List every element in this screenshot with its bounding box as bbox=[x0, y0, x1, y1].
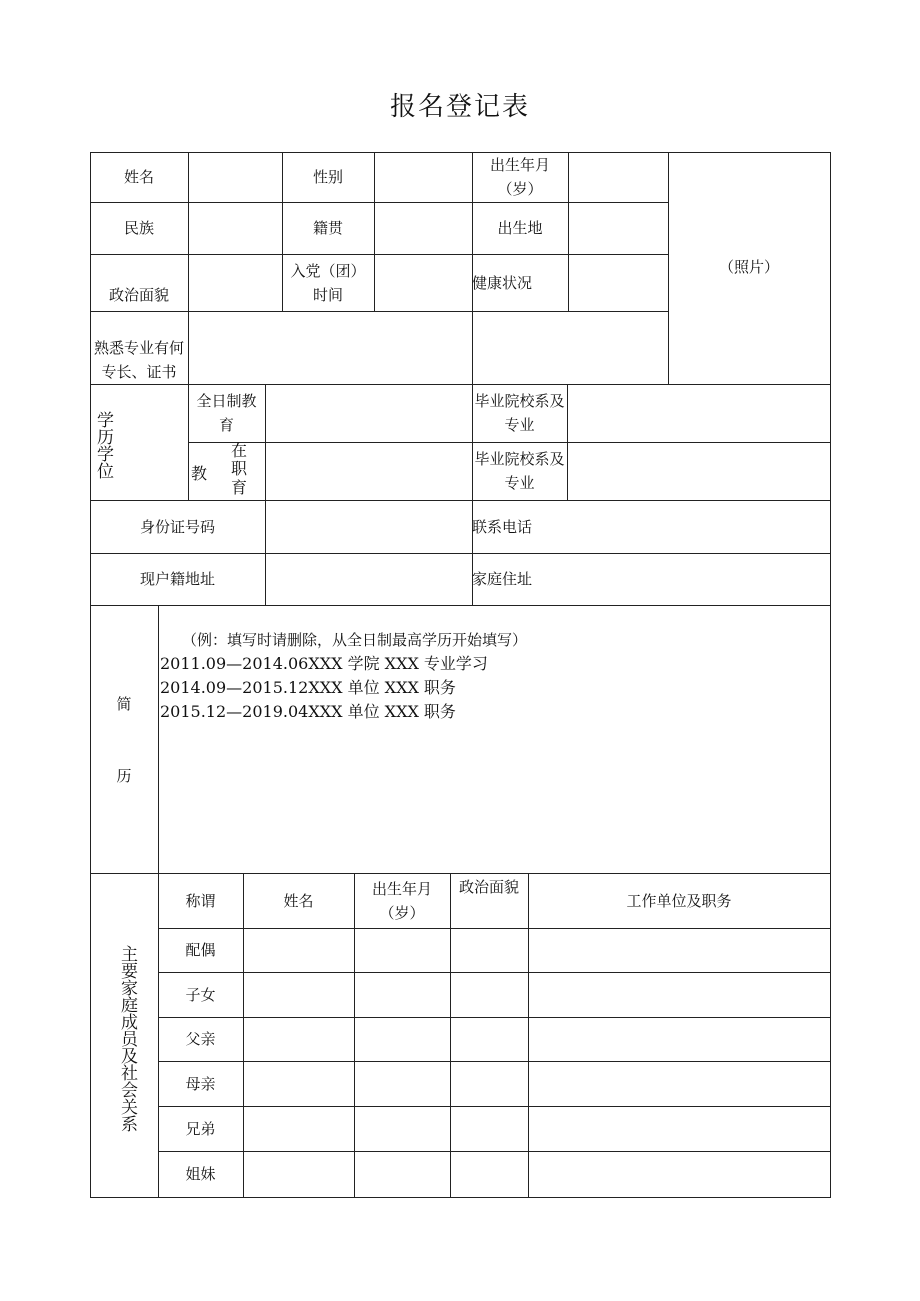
health-label: 健康状况 bbox=[472, 273, 533, 292]
family-relation-cell: 配偶 bbox=[185, 941, 216, 959]
political-status-field[interactable] bbox=[188, 254, 282, 311]
family-group-label: 主要家庭成员及社会关系 bbox=[117, 944, 137, 1132]
row-line bbox=[158, 928, 830, 929]
hukou-address-field[interactable] bbox=[265, 553, 472, 605]
family-header-name: 姓名 bbox=[283, 891, 314, 910]
family-header-relation: 称谓 bbox=[185, 891, 216, 910]
family-header-work: 工作单位及职务 bbox=[626, 891, 732, 910]
native-place-label: 籍贯 bbox=[312, 219, 343, 237]
row-line bbox=[158, 1151, 830, 1152]
birth-label: 出生年月 （岁） bbox=[489, 156, 550, 198]
family-relation-cell: 父亲 bbox=[185, 1030, 216, 1048]
hukou-address-label: 现户籍地址 bbox=[139, 570, 215, 588]
home-address-field[interactable] bbox=[567, 553, 830, 605]
resume-line: 2011.09—2014.06XXX 学院 XXX 专业学习 bbox=[160, 654, 488, 673]
birthplace-label: 出生地 bbox=[497, 219, 543, 237]
photo-label: （照片） bbox=[718, 258, 779, 276]
gender-label: 性别 bbox=[312, 168, 343, 186]
table-border-bottom bbox=[90, 1197, 831, 1198]
inservice-education-field[interactable] bbox=[265, 442, 472, 500]
health-field[interactable] bbox=[568, 254, 668, 311]
fulltime-education-label: 全日制教 育 bbox=[196, 392, 257, 434]
id-number-field[interactable] bbox=[265, 500, 472, 553]
row-line bbox=[90, 605, 830, 606]
home-address-label: 家庭住址 bbox=[472, 570, 533, 588]
family-relation-cell: 姐妹 bbox=[185, 1165, 216, 1183]
gender-field[interactable] bbox=[374, 152, 472, 202]
ethnic-field[interactable] bbox=[188, 202, 282, 254]
family-relation-cell: 母亲 bbox=[185, 1074, 216, 1093]
family-relation-cell: 兄弟 bbox=[185, 1119, 216, 1138]
photo-box[interactable] bbox=[668, 152, 830, 384]
id-number-label: 身份证号码 bbox=[139, 517, 215, 536]
fulltime-school-major-label: 毕业院校系及 专业 bbox=[474, 392, 565, 434]
row-line bbox=[158, 1061, 830, 1062]
name-label: 姓名 bbox=[123, 168, 154, 186]
registration-form-table bbox=[90, 152, 830, 1198]
party-join-time-field[interactable] bbox=[374, 254, 472, 311]
native-place-field[interactable] bbox=[374, 202, 472, 254]
family-relation-cell: 子女 bbox=[185, 985, 216, 1004]
resume-label-1: 简 bbox=[116, 695, 132, 713]
inservice-school-major-field[interactable] bbox=[567, 442, 830, 500]
row-line bbox=[158, 1017, 830, 1018]
phone-field[interactable] bbox=[567, 500, 830, 553]
education-group-label: 学历学位 bbox=[93, 411, 113, 479]
family-header-birth: 出生年月 （岁） bbox=[371, 879, 432, 922]
specialty-field[interactable] bbox=[188, 311, 668, 384]
resume-label-2: 历 bbox=[116, 767, 132, 785]
birthplace-field[interactable] bbox=[568, 202, 668, 254]
page-title: 报名登记表 bbox=[389, 92, 530, 122]
inservice-school-major-label: 毕业院校系及 专业 bbox=[474, 450, 565, 492]
ethnic-label: 民族 bbox=[123, 219, 154, 237]
row-line bbox=[158, 1106, 830, 1107]
phone-label: 联系电话 bbox=[472, 517, 533, 536]
row-line bbox=[158, 972, 830, 973]
name-field[interactable] bbox=[188, 152, 282, 202]
resume-line: 2014.09—2015.12XXX 单位 XXX 职务 bbox=[160, 678, 456, 697]
political-status-label: 政治面貌 bbox=[108, 286, 169, 304]
resume-content[interactable] bbox=[160, 628, 820, 724]
inservice-education-label: 教 在职 育 bbox=[191, 441, 247, 497]
family-header-political: 政治面貌 bbox=[458, 878, 519, 896]
table-border-right bbox=[830, 152, 831, 1198]
specialty-label: 熟悉专业有何 专长、证书 bbox=[93, 339, 184, 381]
fulltime-education-field[interactable] bbox=[265, 384, 472, 442]
resume-line: 2015.12—2019.04XXX 单位 XXX 职务 bbox=[160, 702, 456, 721]
fulltime-school-major-field[interactable] bbox=[567, 384, 830, 442]
birth-field[interactable] bbox=[568, 152, 668, 202]
party-join-time-label: 入党（团） 时间 bbox=[290, 261, 366, 304]
resume-note: （例：填写时请删除，从全日制最高学历开始填写） bbox=[182, 631, 528, 649]
